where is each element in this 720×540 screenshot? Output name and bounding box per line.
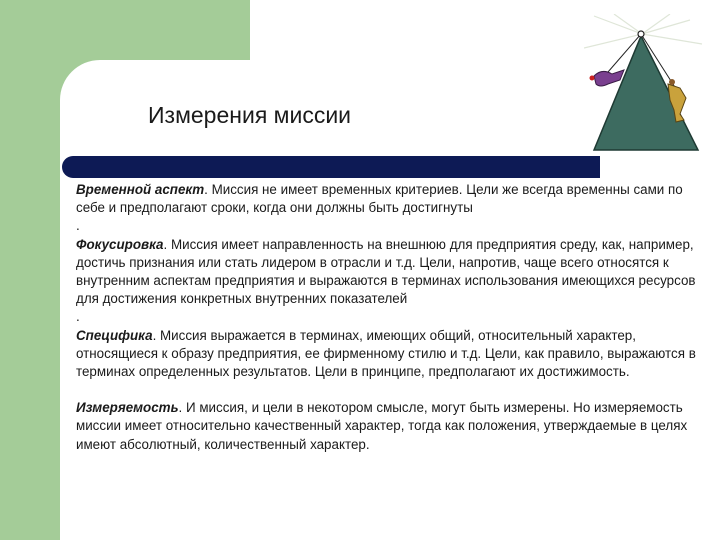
paragraph-specifics xyxy=(76,327,712,382)
mission-dimensions-text xyxy=(76,181,712,454)
paragraph-focus-trail: . xyxy=(76,309,80,325)
slide-title: Измерения миссии xyxy=(148,102,352,128)
paragraph-measurability xyxy=(76,399,712,454)
paragraph-spacer xyxy=(76,381,712,399)
paragraph-time-aspect-trail: . xyxy=(76,218,80,234)
term-specifics: Специфика xyxy=(76,327,153,343)
term-time-aspect: Временной аспект xyxy=(76,182,205,197)
paragraph-time-aspect xyxy=(76,181,712,217)
title-divider-bar-end xyxy=(575,156,600,178)
paragraph-focus xyxy=(76,236,712,309)
title-divider-bar xyxy=(62,156,600,178)
text-focus: . Миссия имеет направленность на внешнюю для предприятия среду, как, например, достичь признания или стать лидером в отрасли и т.д. Цели, напротив, чаще всего относятся к внутренним аспектам предприятия и выражаются в терминах использования имеющихся ресурсов для достижения конкретных внутренних показателей xyxy=(76,236,696,307)
text-specifics: . Миссия выражается в терминах, имеющих общий, относительный характер, относящиеся к образу предприятия, ее фирменному стилю и т.д. Цели, как правило, выражаются в терминах определенных результатов. Цели в принципе, предполагают их достижимость. xyxy=(76,327,696,380)
term-measurability: Измеряемость xyxy=(76,400,179,416)
text-measurability: . И миссия, и цели в некотором смысле, могут быть измерены. Но измеряемость миссии имеет относительно качественный характер, тогда как положения, утверждаемые в целях имеют абсолютный, количественный характер. xyxy=(76,400,688,452)
climbers-pyramid-icon xyxy=(584,14,704,154)
text-time-aspect: . Миссия не имеет временных критериев. Цели же всегда временны сами по себе и предполагают сроки, когда они должны быть достигнуты xyxy=(76,182,683,216)
term-focus: Фокусировка xyxy=(76,236,164,252)
